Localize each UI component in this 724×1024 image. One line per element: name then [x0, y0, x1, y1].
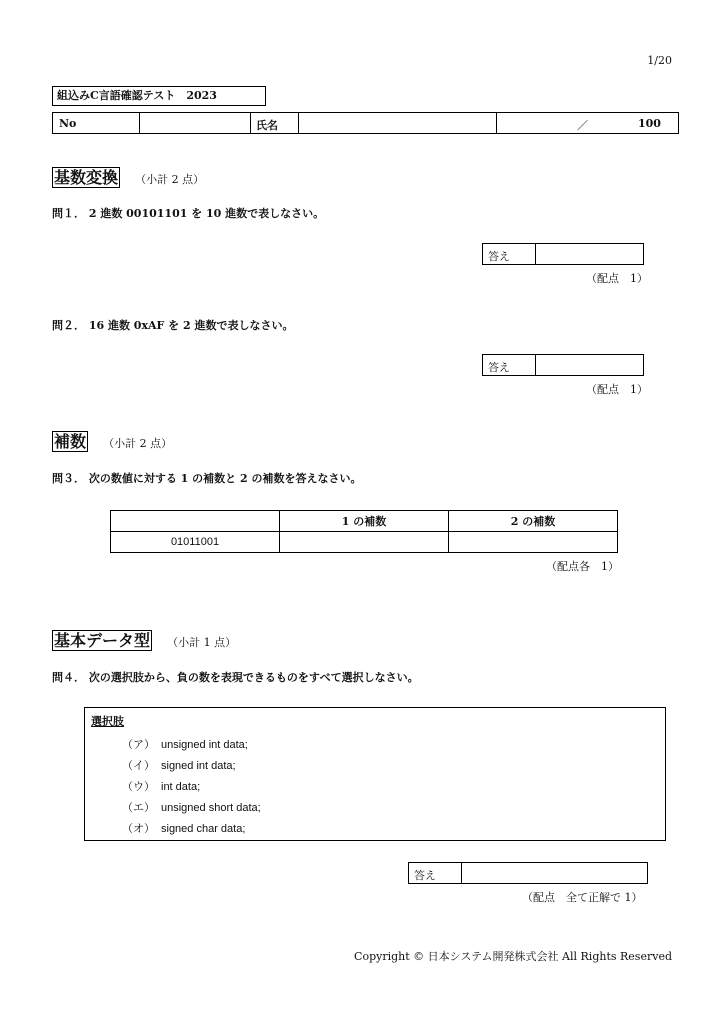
- student-header-row: [52, 112, 679, 134]
- section-subtotal: （小計 1 点）: [167, 636, 237, 649]
- answer-box-q4[interactable]: [408, 862, 648, 884]
- choice-mark: （ア）: [122, 738, 155, 751]
- choice-mark: （イ）: [122, 759, 155, 772]
- choice-item: [115, 799, 261, 815]
- choice-text: unsigned int data;: [161, 739, 248, 751]
- no-field[interactable]: [139, 113, 140, 133]
- section-complement: [52, 432, 172, 452]
- section-title: 基数変換: [54, 168, 119, 187]
- choice-item: [115, 736, 248, 752]
- name-field[interactable]: [298, 113, 299, 133]
- question-3: 問３． 次の数値に対する 1 の補数と 2 の補数を答えなさい。: [52, 472, 362, 485]
- section-subtotal: （小計 2 点）: [103, 437, 173, 450]
- section-basic-data-types: [52, 631, 236, 651]
- table-header-cell: [111, 511, 280, 532]
- question-1: 問１． 2 進数 00101101 を 10 進数で表しなさい。: [52, 207, 325, 220]
- answer-label: 答え: [414, 869, 436, 882]
- answer-label: 答え: [488, 361, 510, 374]
- score-slash: ／: [577, 119, 588, 132]
- no-label: No: [59, 117, 77, 130]
- test-title: 組込みC言語確認テスト 2023: [52, 86, 266, 106]
- choice-text: int data;: [161, 781, 201, 793]
- question-4: 問４． 次の選択肢から、負の数を表現できるものをすべて選択しなさい。: [52, 671, 419, 684]
- total-score: 100: [638, 117, 661, 130]
- page-number: 1/20: [647, 54, 672, 67]
- choice-mark: （ウ）: [122, 780, 155, 793]
- table-header-cell: 2 の補数: [449, 511, 618, 532]
- choice-item: [115, 820, 245, 836]
- choices-box: [84, 707, 666, 841]
- answer-box-q1[interactable]: [482, 243, 644, 265]
- question-2: 問２． 16 進数 0xAF を 2 進数で表しなさい。: [52, 319, 294, 332]
- section-title: 補数: [54, 432, 87, 451]
- table-header-row: [111, 511, 618, 532]
- points-q3: （配点各 1）: [546, 560, 619, 573]
- table-header-cell: 1 の補数: [280, 511, 449, 532]
- section-title: 基本データ型: [54, 631, 151, 650]
- answer-label: 答え: [488, 250, 510, 263]
- choice-text: signed char data;: [161, 823, 246, 835]
- section-radix-conversion: [52, 168, 204, 188]
- name-label: 氏名: [256, 119, 278, 132]
- points-q4: （配点 全て正解で 1）: [522, 891, 643, 904]
- section-subtotal: （小計 2 点）: [135, 173, 205, 186]
- score-field: [496, 113, 497, 133]
- choice-mark: （エ）: [122, 801, 155, 814]
- table-row: [111, 532, 618, 553]
- points-q1: （配点 1）: [586, 272, 648, 285]
- choice-item: [115, 778, 200, 794]
- choice-mark: （オ）: [122, 822, 155, 835]
- choices-title: 選択肢: [91, 715, 124, 728]
- points-q2: （配点 1）: [586, 383, 648, 396]
- table-cell-value: 01011001: [111, 532, 280, 553]
- answer-cell-twos-complement[interactable]: [449, 532, 618, 553]
- choice-item: [115, 757, 236, 773]
- answer-cell-ones-complement[interactable]: [280, 532, 449, 553]
- answer-box-q2[interactable]: [482, 354, 644, 376]
- choice-text: unsigned short data;: [161, 802, 261, 814]
- complement-table: [110, 510, 618, 553]
- copyright: Copyright © 日本システム開発株式会社 All Rights Reserved: [354, 950, 672, 963]
- choice-text: signed int data;: [161, 760, 236, 772]
